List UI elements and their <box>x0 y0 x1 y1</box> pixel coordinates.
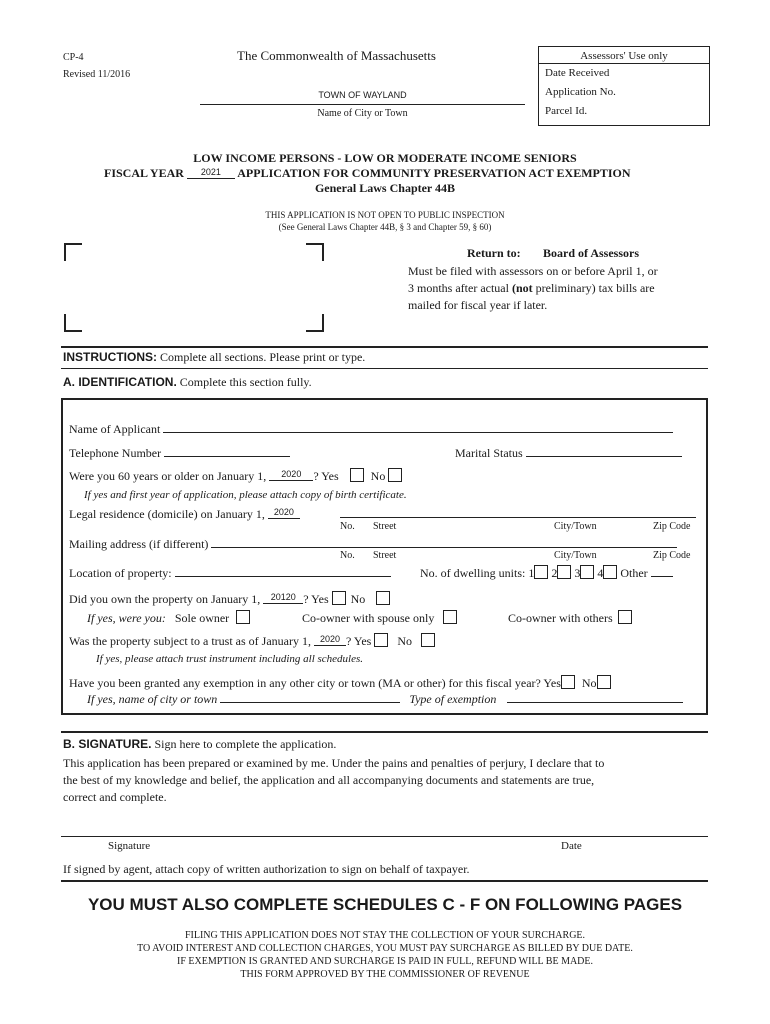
coowner-others-row: Co-owner with others <box>508 610 632 626</box>
perjury-line2: the best of my knowledge and belief, the application and all accompanying documents and statements are true, <box>63 773 595 787</box>
ownership-row: Did you own the property on January 1, $^{20120}$ ? Yes No <box>69 591 390 607</box>
section-a-header: A. IDENTIFICATION. Complete this section fully. <box>63 375 312 389</box>
own-yes-checkbox[interactable] <box>332 591 346 605</box>
coowner-spouse-row: Co-owner with spouse only <box>302 610 457 626</box>
title-line2-rest: APPLICATION FOR COMMUNITY PRESERVATION ACT EXEMPTION <box>237 166 631 180</box>
date-received-label: Date Received <box>545 67 610 79</box>
col-zip: Zip Code <box>653 521 691 532</box>
trust-yes-checkbox[interactable] <box>374 633 388 647</box>
divider <box>61 346 708 348</box>
footer-line3: IF EXEMPTION IS GRANTED AND SURCHARGE IS PAID IN FULL, REFUND WILL BE MADE. <box>176 956 594 967</box>
col-street: Street <box>373 550 397 561</box>
application-no-label: Application No. <box>545 86 616 98</box>
other-exemption-row: Have you been granted any exemption in any other city or town (MA or other) for this fiscal year? Yes No <box>69 675 611 691</box>
fiscal-year-label: FISCAL YEAR <box>104 166 184 180</box>
signature-caption: Signature <box>108 840 151 852</box>
title-line3: General Laws Chapter 44B <box>314 181 456 195</box>
col-no: No. <box>340 550 355 561</box>
exemption-city-field[interactable] <box>220 691 400 703</box>
divider <box>61 368 708 369</box>
units-other-field[interactable] <box>651 565 673 577</box>
divider <box>61 731 708 733</box>
col-zip: Zip Code <box>653 550 691 561</box>
divider <box>61 880 708 882</box>
must-complete-banner: YOU MUST ALSO COMPLETE SCHEDULES C - F ON FOLLOWING PAGES <box>87 895 683 914</box>
telephone-field[interactable] <box>164 445 290 457</box>
town-value: TOWN OF WAYLAND <box>318 90 407 100</box>
footer-line1: FILING THIS APPLICATION DOES NOT STAY THE COLLECTION OF YOUR SURCHARGE. <box>184 930 586 941</box>
form-id: CP-4 <box>63 52 84 63</box>
location-field[interactable] <box>175 565 391 577</box>
units-3-checkbox[interactable] <box>580 565 594 579</box>
sole-owner-checkbox[interactable] <box>236 610 250 624</box>
trust-note: If yes, please attach trust instrument including all schedules. <box>96 653 364 665</box>
title-line1: LOW INCOME PERSONS - LOW OR MODERATE INCOME SENIORS <box>193 151 577 165</box>
exemption-yes-checkbox[interactable] <box>561 675 575 689</box>
corner-mark <box>306 243 324 261</box>
commonwealth-title: The Commonwealth of Massachusetts <box>237 48 436 63</box>
section-b-header: B. SIGNATURE. Sign here to complete the application. <box>63 737 337 751</box>
return-to-label: Return to: <box>467 246 521 260</box>
instructions: INSTRUCTIONS: Complete all sections. Please print or type. <box>63 350 366 364</box>
notice-line2: (See General Laws Chapter 44B, § 3 and Chapter 59, § 60) <box>278 222 492 232</box>
footer-line4: THIS FORM APPROVED BY THE COMMISSIONER OF REVENUE <box>240 969 530 980</box>
dwelling-units-row: No. of dwelling units: 1 2 3 4 Other <box>420 565 673 581</box>
age-yes-checkbox[interactable] <box>350 468 364 482</box>
footer-line2: TO AVOID INTEREST AND COLLECTION CHARGES, YOU MUST PAY SURCHARGE AS BILLED BY DUE DATE. <box>137 943 633 954</box>
coowner-others-checkbox[interactable] <box>618 610 632 624</box>
legal-residence-row: Legal residence (domicile) on January 1, $^{2020}$ <box>69 507 300 522</box>
signature-line[interactable] <box>61 836 708 837</box>
marital-row: Marital Status <box>455 445 682 461</box>
telephone-row: Telephone Number <box>69 445 290 461</box>
parcel-id-label: Parcel Id. <box>545 105 588 117</box>
age-question-row: Were you 60 years or older on January 1, $^{2020}$ ? Yes No <box>69 468 402 484</box>
assessors-use-box <box>538 46 710 126</box>
own-year-field[interactable]: 20120 <box>263 592 303 604</box>
coowner-spouse-checkbox[interactable] <box>443 610 457 624</box>
date-caption: Date <box>561 840 582 852</box>
corner-mark <box>64 243 82 261</box>
ownership-type-row: If yes, were you: Sole owner <box>87 610 250 626</box>
exemption-type-field[interactable] <box>507 691 683 703</box>
age-year-field[interactable]: 2020 <box>269 469 313 481</box>
return-line1: Must be filed with assessors on or before April 1, or <box>408 264 658 278</box>
units-4-checkbox[interactable] <box>603 565 617 579</box>
return-to-value: Board of Assessors <box>543 246 640 260</box>
location-row: Location of property: <box>69 565 391 581</box>
marital-status-field[interactable] <box>526 445 682 457</box>
title-line2 <box>104 166 631 181</box>
perjury-line3: correct and complete. <box>63 790 167 804</box>
mailing-address-field[interactable] <box>211 536 677 548</box>
applicant-name-field[interactable] <box>163 421 673 433</box>
units-2-checkbox[interactable] <box>557 565 571 579</box>
exemption-detail-row: If yes, name of city or town Type of exemption <box>87 691 683 707</box>
trust-no-checkbox[interactable] <box>421 633 435 647</box>
trust-year-field[interactable]: 2020 <box>314 634 346 646</box>
col-no: No. <box>340 521 355 532</box>
corner-mark <box>64 314 82 332</box>
fiscal-year-field[interactable] <box>187 167 235 179</box>
return-line2: 3 months after actual (not preliminary) tax bills are <box>408 281 655 295</box>
fiscal-year-value: 2021 <box>200 167 221 177</box>
revised-date: Revised 11/2016 <box>63 69 131 80</box>
perjury-line1: This application has been prepared or examined by me. Under the pains and penalties of perjury, I declare that to <box>63 756 605 770</box>
mailing-row: Mailing address (if different) <box>69 536 677 552</box>
return-line3: mailed for fiscal year if later. <box>408 298 548 312</box>
agent-note: If signed by agent, attach copy of written authorization to sign on behalf of taxpayer. <box>63 862 470 876</box>
town-field[interactable] <box>200 88 525 105</box>
applicant-name-row: Name of Applicant <box>69 421 673 437</box>
col-city: City/Town <box>554 521 597 532</box>
col-city: City/Town <box>554 550 597 561</box>
units-1-checkbox[interactable] <box>534 565 548 579</box>
town-caption: Name of City or Town <box>317 108 408 119</box>
birth-certificate-note: If yes and first year of application, please attach copy of birth certificate. <box>84 489 407 501</box>
legal-address-field[interactable] <box>340 517 696 518</box>
legal-year-field[interactable]: 2020 <box>268 507 300 519</box>
exemption-no-checkbox[interactable] <box>597 675 611 689</box>
age-no-checkbox[interactable] <box>388 468 402 482</box>
assessors-title: Assessors' Use only <box>580 50 668 62</box>
trust-row: Was the property subject to a trust as of January 1, $^{2020}$ ? Yes No <box>69 633 435 649</box>
own-no-checkbox[interactable] <box>376 591 390 605</box>
notice-line1: THIS APPLICATION IS NOT OPEN TO PUBLIC INSPECTION <box>265 210 505 220</box>
col-street: Street <box>373 521 397 532</box>
corner-mark <box>306 314 324 332</box>
